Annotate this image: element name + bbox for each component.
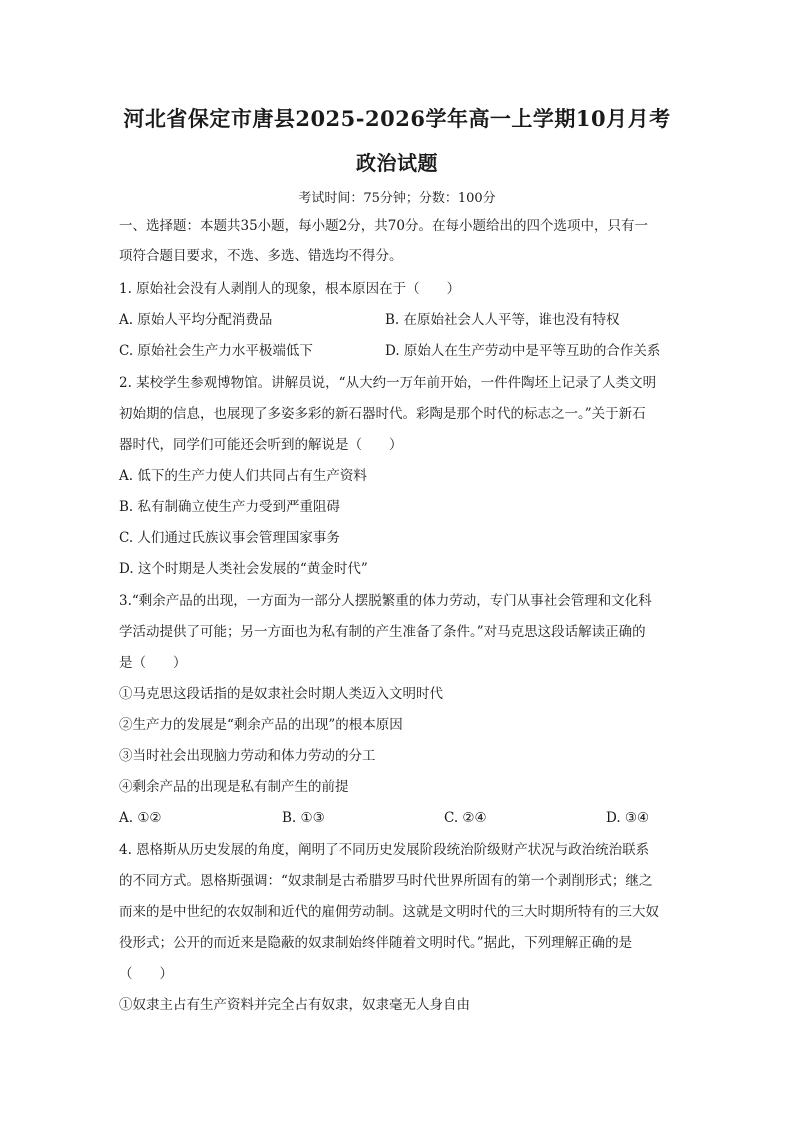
q2-stem-line-2: 初始期的信息，也展现了多姿多彩的新石器时代。彩陶是那个时代的标志之一。”关于新石 [119, 406, 646, 422]
q3-stem-line-2: 学活动提供了可能；另一方面也为私有制的产生准备了条件。”对马克思这段话解读正确的 [119, 624, 646, 640]
q2-stem-line-3: 器时代，同学们可能还会听到的解说是（ ） [119, 437, 403, 453]
q3-statement-2: ②生产力的发展是“剩余产品的出现”的根本原因 [119, 717, 403, 733]
q1-stem: 1. 原始社会没有人剥削人的现象，根本原因在于（ ） [119, 281, 461, 297]
exam-subtitle: 政治试题 [356, 151, 438, 175]
q3-option-d: D. ③④ [606, 810, 650, 826]
instructions-line-2: 项符合题目要求，不选、多选、错选均不得分。 [119, 248, 403, 264]
q1-option-a: A. 原始人平均分配消费品 [119, 312, 273, 328]
q3-option-c: C. ②④ [444, 810, 487, 826]
q4-stem-line-4: 役形式；公开的而近来是隐蔽的奴隶制始终伴随着文明时代。”据此，下列理解正确的是 [119, 935, 633, 951]
instructions-line-1: 一、选择题：本题共35小题，每小题2分，共70分。在每小题给出的四个选项中，只有一 [119, 218, 648, 234]
q3-stem-line-1: 3.“剩余产品的出现，一方面为一部分人摆脱繁重的体力劳动，专门从事社会管理和文化科 [119, 593, 652, 609]
q4-stem-line-2: 的不同方式。恩格斯强调：“奴隶制是古希腊罗马时代世界所固有的第一个剥削形式；继之 [119, 873, 653, 889]
q2-option-a: A. 低下的生产力使人们共同占有生产资料 [119, 468, 367, 484]
exam-meta: 考试时间：75分钟；分数：100分 [298, 191, 496, 206]
exam-title: 河北省保定市唐县2025-2026学年高一上学期10月月考 [123, 106, 671, 131]
q3-statement-4: ④剩余产品的出现是私有制产生的前提 [119, 779, 349, 795]
q2-option-b: B. 私有制确立使生产力受到严重阻碍 [119, 499, 341, 515]
q1-option-b: B. 在原始社会人人平等，谁也没有特权 [385, 312, 620, 328]
q2-option-c: C. 人们通过氏族议事会管理国家事务 [119, 530, 340, 546]
q2-stem-line-1: 2. 某校学生参观博物馆。讲解员说，“从大约一万年前开始，一件件陶坯上记录了人类文明 [119, 375, 657, 391]
q3-option-a: A. ①② [119, 810, 162, 826]
q1-option-c: C. 原始社会生产力水平极端低下 [119, 343, 313, 359]
q3-stem-line-3: 是（ ） [119, 655, 187, 671]
q4-stem-line-1: 4. 恩格斯从历史发展的角度，阐明了不同历史发展阶段统治阶级财产状况与政治统治联系 [119, 842, 650, 858]
q4-statement-1: ①奴隶主占有生产资料并完全占有奴隶，奴隶毫无人身自由 [119, 997, 470, 1013]
q3-statement-1: ①马克思这段话指的是奴隶社会时期人类迈入文明时代 [119, 686, 443, 702]
q2-option-d: D. 这个时期是人类社会发展的“黄金时代” [119, 561, 368, 577]
q1-option-d: D. 原始人在生产劳动中是平等互助的合作关系 [385, 343, 661, 359]
q4-stem-line-5: （ ） [119, 966, 173, 982]
q3-option-b: B. ①③ [282, 810, 325, 826]
q4-stem-line-3: 而来的是中世纪的农奴制和近代的雇佣劳动制。这就是文明时代的三大时期所特有的三大奴 [119, 904, 659, 920]
q3-statement-3: ③当时社会出现脑力劳动和体力劳动的分工 [119, 748, 376, 764]
